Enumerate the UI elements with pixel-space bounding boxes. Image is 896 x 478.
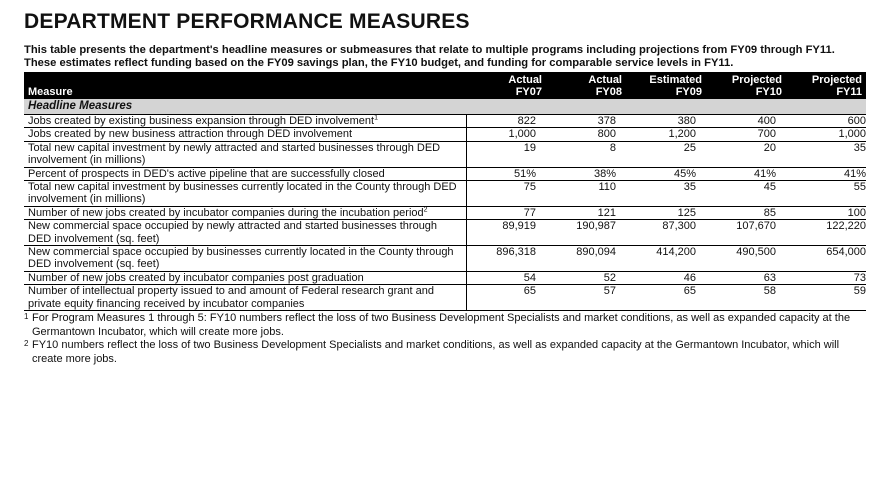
value-cell: 41%	[706, 167, 786, 180]
value-cell: 59	[786, 285, 866, 311]
value-cell: 190,987	[546, 220, 626, 246]
value-cell: 55	[786, 181, 866, 207]
value-cell: 58	[706, 285, 786, 311]
value-cell: 1,200	[626, 128, 706, 141]
value-cell: 800	[546, 128, 626, 141]
value-cell: 380	[626, 115, 706, 128]
table-row	[24, 285, 866, 311]
value-cell: 57	[546, 285, 626, 311]
value-cell: 110	[546, 181, 626, 207]
performance-measures-table	[24, 72, 866, 311]
header-fy08: Actual FY08	[546, 72, 626, 99]
value-cell: 822	[466, 115, 546, 128]
value-cell: 414,200	[626, 246, 706, 272]
value-cell: 107,670	[706, 220, 786, 246]
value-cell: 8	[546, 141, 626, 167]
table-row	[24, 206, 866, 219]
table-row	[24, 271, 866, 284]
value-cell: 654,000	[786, 246, 866, 272]
value-cell: 122,220	[786, 220, 866, 246]
footnote-text: For Program Measures 1 through 5: FY10 numbers reflect the loss of two Business Development Specialists and market conditions, as well as expanded capacity at the Germantown Incubator, which will create more jobs.	[32, 312, 851, 338]
value-cell: 125	[626, 206, 706, 219]
value-cell: 1,000	[786, 128, 866, 141]
footnote	[24, 339, 854, 366]
header-fy07: Actual FY07	[466, 72, 546, 99]
measure-cell: Total new capital investment by businesses currently located in the County through DED involvement (in millions)	[24, 181, 466, 207]
measure-cell: New commercial space occupied by businesses currently located in the County through DED involvement (sq. feet)	[24, 246, 466, 272]
header-measure: Measure	[24, 72, 466, 99]
value-cell: 73	[786, 271, 866, 284]
table-header-row	[24, 72, 866, 99]
measure-cell: Number of intellectual property issued to and amount of Federal research grant and private equity financing received by incubator companies	[24, 285, 466, 311]
value-cell: 65	[466, 285, 546, 311]
table-row	[24, 181, 866, 207]
value-cell: 63	[706, 271, 786, 284]
value-cell: 25	[626, 141, 706, 167]
value-cell: 75	[466, 181, 546, 207]
header-fy11: Projected FY11	[786, 72, 866, 99]
value-cell: 490,500	[706, 246, 786, 272]
footnote-ref: 1	[374, 114, 378, 122]
table-row	[24, 115, 866, 128]
value-cell: 52	[546, 271, 626, 284]
measure-cell: New commercial space occupied by newly attracted and started businesses through DED involvement (sq. feet)	[24, 220, 466, 246]
value-cell: 35	[626, 181, 706, 207]
footnote-text: FY10 numbers reflect the loss of two Business Development Specialists and market conditions, as well as expanded capacity at the Germantown Incubator, which will create more jobs.	[32, 339, 840, 365]
value-cell: 41%	[786, 167, 866, 180]
value-cell: 19	[466, 141, 546, 167]
value-cell: 100	[786, 206, 866, 219]
value-cell: 87,300	[626, 220, 706, 246]
measure-cell: Total new capital investment by newly attracted and started businesses through DED involvement (in millions)	[24, 141, 466, 167]
value-cell: 378	[546, 115, 626, 128]
table-row	[24, 220, 866, 246]
footnote-mark: 1	[24, 312, 29, 322]
intro-paragraph: This table presents the department's headline measures or submeasures that relate to multiple programs including projections from FY09 through FY11. These estimates reflect funding based on the FY09 savings plan, the FY10 budget, and funding for comparable service levels in FY11.	[24, 44, 835, 69]
value-cell: 400	[706, 115, 786, 128]
footnote	[24, 312, 854, 339]
value-cell: 700	[706, 128, 786, 141]
value-cell: 1,000	[466, 128, 546, 141]
footnote-mark: 2	[24, 339, 29, 349]
header-fy09: Estimated FY09	[626, 72, 706, 99]
measure-cell: Number of new jobs created by incubator companies during the incubation period$^2$	[24, 206, 466, 219]
table-row	[24, 128, 866, 141]
section-label: Headline Measures	[24, 99, 866, 115]
value-cell: 38%	[546, 167, 626, 180]
table-row	[24, 246, 866, 272]
footnotes	[24, 312, 854, 366]
measure-cell: Number of new jobs created by incubator companies post graduation	[24, 271, 466, 284]
value-cell: 45%	[626, 167, 706, 180]
measure-cell: Jobs created by new business attraction through DED involvement	[24, 128, 466, 141]
value-cell: 89,919	[466, 220, 546, 246]
value-cell: 600	[786, 115, 866, 128]
header-fy10: Projected FY10	[706, 72, 786, 99]
value-cell: 85	[706, 206, 786, 219]
value-cell: 45	[706, 181, 786, 207]
measure-cell: Jobs created by existing business expansion through DED involvement$^1$	[24, 115, 466, 128]
value-cell: 77	[466, 206, 546, 219]
value-cell: 896,318	[466, 246, 546, 272]
measure-cell: Percent of prospects in DED's active pipeline that are successfully closed	[24, 167, 466, 180]
table-row	[24, 167, 866, 180]
value-cell: 20	[706, 141, 786, 167]
value-cell: 51%	[466, 167, 546, 180]
table-row	[24, 141, 866, 167]
value-cell: 46	[626, 271, 706, 284]
value-cell: 35	[786, 141, 866, 167]
footnote-ref: 2	[423, 206, 428, 214]
section-row-headline-measures	[24, 99, 866, 115]
value-cell: 890,094	[546, 246, 626, 272]
value-cell: 65	[626, 285, 706, 311]
value-cell: 121	[546, 206, 626, 219]
page-title: DEPARTMENT PERFORMANCE MEASURES	[24, 10, 470, 33]
value-cell: 54	[466, 271, 546, 284]
